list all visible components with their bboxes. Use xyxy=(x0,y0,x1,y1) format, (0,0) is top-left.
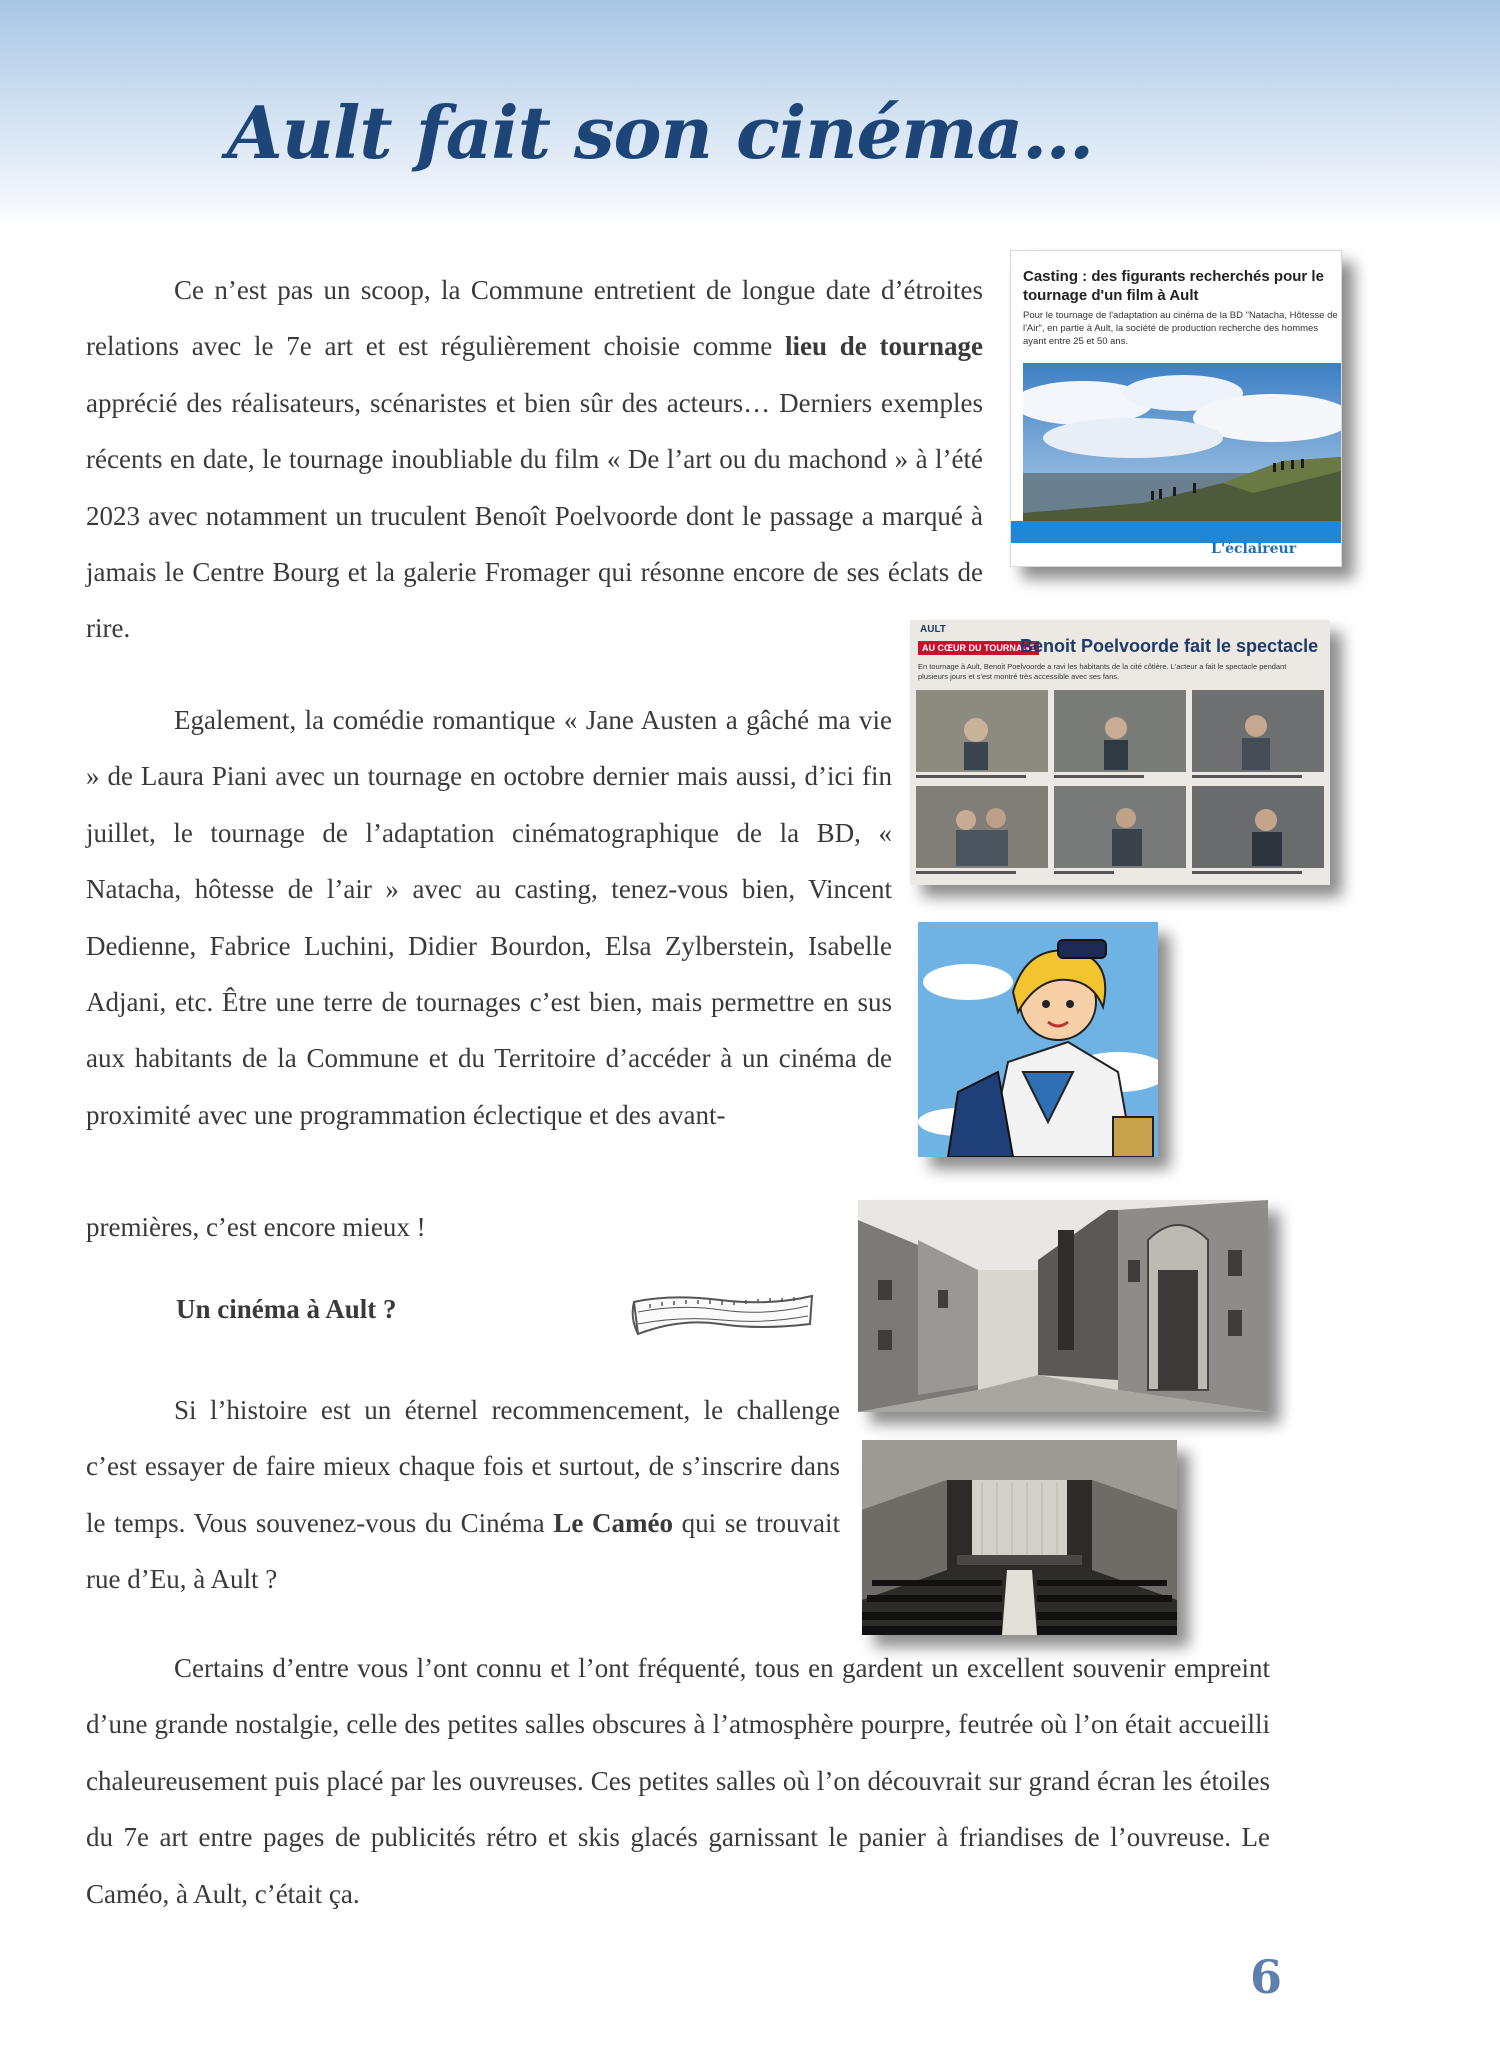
clipping-headline: Benoit Poelvoorde fait le spectacle xyxy=(1020,636,1319,656)
paragraph-intro-text-b: apprécié des réalisateurs, scénaristes et bien sûr des acteurs… Derniers exemples récents en date, le tournage inoubliable du film « De l’art ou du machond » à l’été 2023 avec notamment un truculent Benoît Poelvoorde dont le passage a marqué à jamais le Centre Bourg et la galerie Fromager qui résonne encore de ses éclats de rire. xyxy=(86,387,983,644)
natacha-comic-image xyxy=(918,922,1158,1157)
old-street-photo xyxy=(858,1200,1268,1412)
page-number: 6 xyxy=(1250,1950,1283,2004)
press-clipping-poelvoorde xyxy=(910,620,1330,885)
cliff-photo xyxy=(1023,363,1341,533)
eclaireur-logo: L'éclaireur xyxy=(1211,541,1297,557)
film-strip-icon xyxy=(630,1290,815,1340)
clipping-blue-bar xyxy=(1011,521,1341,543)
subheading-cinema: Un cinéma à Ault ? xyxy=(176,1294,397,1324)
press-clipping-casting xyxy=(1010,250,1342,567)
clipping-place: AULT xyxy=(920,624,946,635)
paragraph-memories: Certains d’entre vous l’ont connu et l’ont fréquenté, tous en gardent un excellent souvenir empreint d’une grande nostalgie, celle des petites salles obscures à l’atmosphère pourpre, feutrée où l’on était accueilli chaleureusement puis placé par les ouvreuses. Ces petites salles où l’on découvrait sur grand écran les étoiles du 7e art entre pages de publicités rétro et skis glacés garnissant le panier à friandises de l’ouvreuse. Le Caméo, à Ault, c’était ça. xyxy=(86,1653,1270,1909)
clipping-lead: En tournage à Ault, Benoit Poelvoorde a ravi les habitants de la cité côtière. L'acteur a fait le spectacle pendant plusieurs jours et s'est montré très accessible avec ses fans. xyxy=(918,662,1287,681)
page-title: Ault fait son cinéma… xyxy=(226,90,1094,175)
paragraph-cameo-text-b: qui se trouvait rue d’Eu, à Ault ? xyxy=(86,1507,840,1595)
clipping-photo-grid xyxy=(916,690,1324,878)
cinema-hall-photo xyxy=(862,1440,1177,1635)
paragraph-cameo-text-a: Si l’histoire est un éternel recommencement, le challenge c’est essayer de faire mieux chaque fois et surtout, de s’inscrire dans le temps. Vous souvenez-vous du Cinéma xyxy=(86,1395,840,1538)
paragraph-intro-text-a: Ce n’est pas un scoop, la Commune entretient de longue date d’étroites relations avec le 7e art et est régulièrement choisie comme xyxy=(86,275,983,362)
paragraph-films: Egalement, la comédie romantique « Jane Austen a gâché ma vie » de Laura Piani avec un tournage en octobre dernier mais aussi, d’ici fin juillet, le tournage de l’adaptation cinématographique de la BD, « Natacha, hôtesse de l’air » avec au casting, tenez-vous bien, Vincent Dedienne, Fabrice Luchini, Didier Bourdon, Elsa Zylberstein, Isabelle Adjani, etc. Être une terre de tournages c’est bien, mais permettre en sus aux habitants de la Commune et du Territoire d’accéder à un cinéma de proximité avec une programmation éclectique et des avant- xyxy=(86,705,892,1130)
paragraph-intro-bold: lieu de tournage xyxy=(784,331,983,362)
paragraph-cameo xyxy=(86,1382,840,1608)
clipping-title: Casting : des figurants recherchés pour le tournage d'un film à Ault xyxy=(1023,268,1324,304)
paragraph-intro xyxy=(86,262,983,657)
paragraph-cameo-bold: Le Caméo xyxy=(553,1507,673,1538)
clipping-summary: Pour le tournage de l'adaptation au cinéma de la BD "Natacha, Hôtesse de l'Air", en partie à Ault, la société de production recherche des hommes ayant entre 25 et 50 ans. xyxy=(1023,310,1338,347)
paragraph-films-end: premières, c’est encore mieux ! xyxy=(86,1212,426,1242)
clipping-kicker: AU CŒUR DU TOURNAGE xyxy=(918,641,1039,655)
